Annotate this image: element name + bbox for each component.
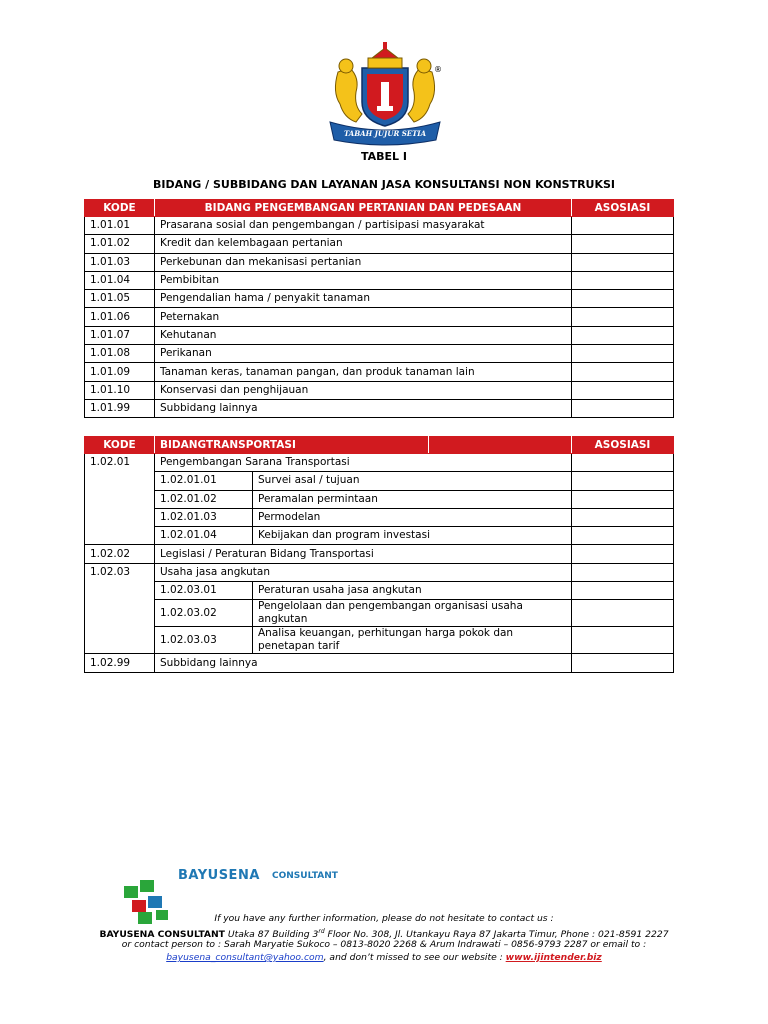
- row-asosiasi: [572, 363, 674, 381]
- sub-name: Permodelan: [253, 508, 572, 526]
- sub-name: Analisa keuangan, perhitungan harga pokok dan penetapan tarif: [253, 627, 572, 654]
- group-code: 1.02.03: [85, 563, 155, 654]
- table-row: [85, 326, 674, 344]
- group-code: 1.02.99: [85, 654, 155, 672]
- sub-code: 1.02.01.01: [155, 472, 253, 490]
- group-name: Usaha jasa angkutan: [155, 563, 572, 581]
- group-code: 1.02.01: [85, 454, 155, 545]
- row-code: 1.01.99: [85, 399, 155, 417]
- header-bidang: BIDANG PENGEMBANGAN PERTANIAN DAN PEDESAAN: [155, 200, 572, 217]
- sub-code: 1.02.03.01: [155, 582, 253, 600]
- group-name: Pengembangan Sarana Transportasi: [155, 454, 572, 472]
- table-pertanian: [84, 199, 674, 418]
- row-asosiasi: [572, 326, 674, 344]
- row-code: 1.01.07: [85, 326, 155, 344]
- row-name: Konservasi dan penghijauan: [155, 381, 572, 399]
- jakarta-coat-of-arms-logo: [326, 42, 444, 146]
- table-row: [85, 271, 674, 289]
- footer-email-link[interactable]: bayusena_consultant@yahoo.com: [166, 952, 324, 963]
- row-name: Prasarana sosial dan pengembangan / partisipasi masyarakat: [155, 217, 572, 235]
- table-row: [85, 308, 674, 326]
- footer-company: BAYUSENA CONSULTANT: [99, 929, 225, 941]
- table-row: [85, 290, 674, 308]
- row-asosiasi: [572, 582, 674, 600]
- table-transportasi: [84, 436, 674, 673]
- row-asosiasi: [572, 654, 674, 672]
- sub-name: Kebijakan dan program investasi: [253, 527, 572, 545]
- registered-mark: ®: [434, 65, 442, 74]
- header-asosiasi: ASOSIASI: [572, 200, 674, 217]
- footer-address-a: Utaka 87 Building 3: [224, 929, 319, 941]
- table-row: [85, 345, 674, 363]
- row-asosiasi: [572, 235, 674, 253]
- sub-code: 1.02.01.03: [155, 508, 253, 526]
- row-name: Tanaman keras, tanaman pangan, dan produk tanaman lain: [155, 363, 572, 381]
- header-blank: [429, 437, 572, 454]
- table-header-row: [85, 200, 674, 217]
- row-asosiasi: [572, 563, 674, 581]
- table-row: [85, 490, 674, 508]
- row-name: Perikanan: [155, 345, 572, 363]
- sub-code: 1.02.03.02: [155, 600, 253, 627]
- table-row: [85, 508, 674, 526]
- row-asosiasi: [572, 627, 674, 654]
- row-code: 1.01.06: [85, 308, 155, 326]
- row-code: 1.01.09: [85, 363, 155, 381]
- footer-address-b: Floor No. 308, Jl. Utankayu Raya 87 Jakarta Timur, Phone : 021-8591 2227: [324, 929, 669, 941]
- row-name: Peternakan: [155, 308, 572, 326]
- footer-links-mid: , and don’t missed to see our website :: [323, 952, 506, 963]
- row-name: Kredit dan kelembagaan pertanian: [155, 235, 572, 253]
- footer-links-line: [0, 951, 768, 964]
- document-subtitle: BIDANG / SUBBIDANG DAN LAYANAN JASA KONSULTANSI NON KONSTRUKSI: [152, 178, 616, 191]
- sub-code: 1.02.03.03: [155, 627, 253, 654]
- table-row: [85, 654, 674, 672]
- header-kode: KODE: [85, 200, 155, 217]
- row-asosiasi: [572, 253, 674, 271]
- row-name: Subbidang lainnya: [155, 399, 572, 417]
- row-code: 1.01.08: [85, 345, 155, 363]
- row-name: Perkebunan dan mekanisasi pertanian: [155, 253, 572, 271]
- row-code: 1.01.02: [85, 235, 155, 253]
- row-code: 1.01.03: [85, 253, 155, 271]
- row-asosiasi: [572, 345, 674, 363]
- row-asosiasi: [572, 217, 674, 235]
- header-bidang: BIDANGTRANSPORTASI: [155, 437, 429, 454]
- logo-motto: TABAH JUJUR SETIA: [343, 129, 427, 138]
- table-label: TABEL I: [361, 150, 407, 163]
- table-row: [85, 600, 674, 627]
- row-asosiasi: [572, 454, 674, 472]
- footer-contact-person: or contact person to : Sarah Maryatie Sukoco – 0813-8020 2268 & Arum Indrawati – 0856-9793 2287 or email to :: [121, 939, 647, 950]
- table-row: [85, 381, 674, 399]
- row-code: 1.01.01: [85, 217, 155, 235]
- row-asosiasi: [572, 527, 674, 545]
- row-asosiasi: [572, 381, 674, 399]
- sub-name: Peraturan usaha jasa angkutan: [253, 582, 572, 600]
- table-row: [85, 627, 674, 654]
- row-asosiasi: [572, 545, 674, 563]
- table-row: [85, 399, 674, 417]
- footer-brand-sub: CONSULTANT: [272, 871, 338, 881]
- footer-website-link[interactable]: www.ijintender.biz: [505, 952, 602, 963]
- row-asosiasi: [572, 271, 674, 289]
- sub-code: 1.02.01.02: [155, 490, 253, 508]
- table-row: [85, 454, 674, 472]
- footer-contact-line: If you have any further information, please do not hesitate to contact us :: [214, 913, 554, 924]
- footer-brand: BAYUSENA: [178, 868, 260, 883]
- row-asosiasi: [572, 308, 674, 326]
- group-name: Subbidang lainnya: [155, 654, 572, 672]
- row-name: Pengendalian hama / penyakit tanaman: [155, 290, 572, 308]
- row-asosiasi: [572, 290, 674, 308]
- sub-name: Survei asal / tujuan: [253, 472, 572, 490]
- table-row: [85, 545, 674, 563]
- table-row: [85, 235, 674, 253]
- row-code: 1.01.10: [85, 381, 155, 399]
- table-row: [85, 472, 674, 490]
- row-asosiasi: [572, 399, 674, 417]
- header-asosiasi: ASOSIASI: [572, 437, 674, 454]
- table-header-row: [85, 437, 674, 454]
- row-code: 1.01.04: [85, 271, 155, 289]
- row-asosiasi: [572, 472, 674, 490]
- sub-code: 1.02.01.04: [155, 527, 253, 545]
- row-code: 1.01.05: [85, 290, 155, 308]
- sub-name: Peramalan permintaan: [253, 490, 572, 508]
- header-kode: KODE: [85, 437, 155, 454]
- row-asosiasi: [572, 490, 674, 508]
- row-asosiasi: [572, 600, 674, 627]
- table-row: [85, 363, 674, 381]
- table-row: [85, 527, 674, 545]
- row-name: Pembibitan: [155, 271, 572, 289]
- sub-name: Pengelolaan dan pengembangan organisasi usaha angkutan: [253, 600, 572, 627]
- row-name: Kehutanan: [155, 326, 572, 344]
- row-asosiasi: [572, 508, 674, 526]
- table-row: [85, 253, 674, 271]
- footer-address-sup: rd: [318, 928, 325, 935]
- table-row: [85, 217, 674, 235]
- group-name: Legislasi / Peraturan Bidang Transportasi: [155, 545, 572, 563]
- table-row: [85, 563, 674, 581]
- group-code: 1.02.02: [85, 545, 155, 563]
- table-row: [85, 582, 674, 600]
